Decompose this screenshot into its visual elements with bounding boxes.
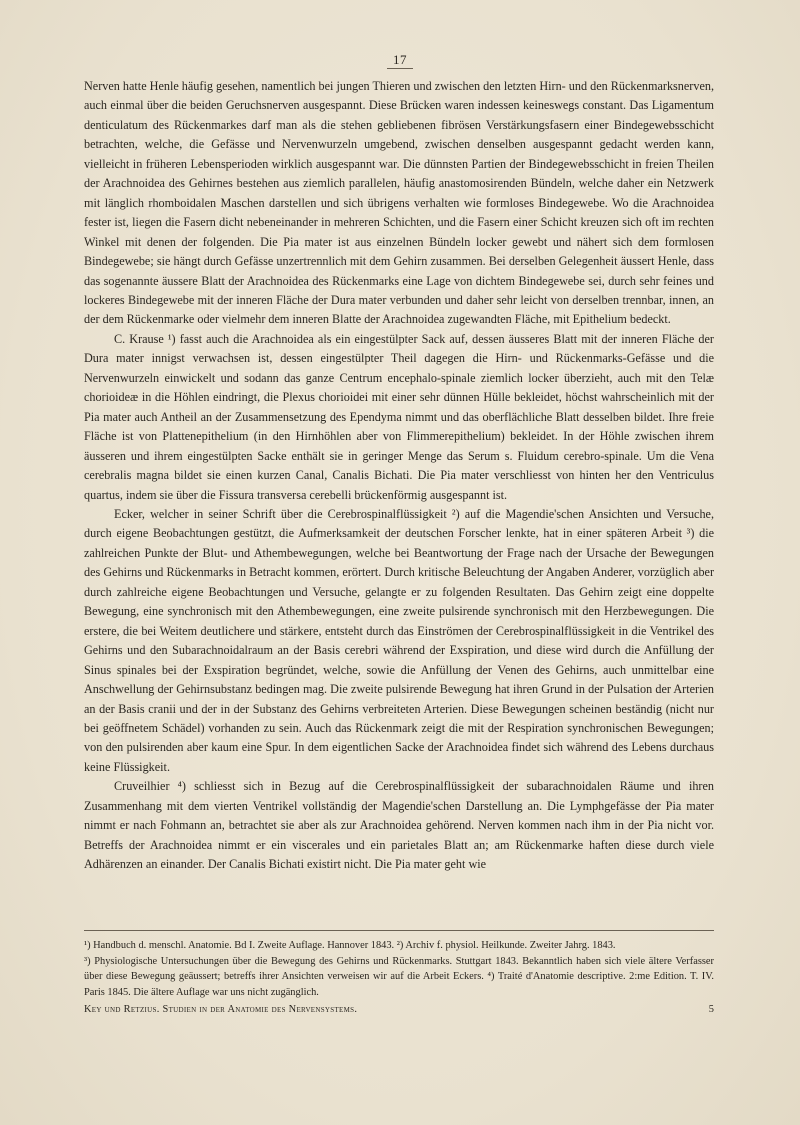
body-text [84,77,714,875]
paragraph-3: Ecker, welcher in seiner Schrift über die Cerebrospinalflüssigkeit ²) auf die Magendie'schen Ansichten und Versuche, durch eigene Beobachtungen gestützt, die Aufmerksamkeit der deutschen Forscher lenkte, hat in einer späteren Arbeit ³) die zahlreichen Punkte der Blut- und Athembewegungen, welche bei Beantwortung der Frage nach der Ursache der Bewegungen des Gehirns und Rückenmarks in Betracht kommen, erörtert. Durch kritische Beleuchtung der Angaben Anderer, vorzüglich aber durch zahlreiche eigene Beobachtungen und Versuche, gelangte er zu folgenden Resultaten. Das Gehirn zeigt eine doppelte Bewegung, eine synchronisch mit den Athembewegungen, eine zweite pulsirende synchronisch mit den Herzbewegungen. Die erstere, die bei Weitem deutlichere und stärkere, entsteht durch das Einströmen der Cerebrospinalflüssigkeit in die Ventrikel des Gehirns und den Subarachnoidalraum an der Basis cerebri während der Exspiration, und diese wird durch die Anfüllung der Sinus spinales bei der Exspiration begründet, welche, sowie die Anfüllung der Venen des Gehirns, auch unmittelbar eine Anschwellung der Gehirnsubstanz bedingen mag. Die zweite pulsirende Bewegung hat ihren Grund in der Pulsation der Arterien an der Basis cranii und der in der Substanz des Gehirns verbreiteten Arterien. Diese Bewegungen scheinen beständig (nicht nur bei geöffnetem Schädel) vorhanden zu sein. Auch das Rückenmark zeigt die mit der Respiration synchronischen Bewegungen; von den pulsirenden aber kaum eine Spur. In dem eigentlichen Sacke der Arachnoidea findet sich während des Lebens durchaus keine Flüssigkeit. [84,506,714,774]
signature-authors: Key und Retzius. Studien in der Anatomie des Nervensystems. [84,1004,358,1015]
footnote-line-2: ³) Physiologische Untersuchungen über die Bewegung des Gehirns und Rückenmarks. Stuttgart 1843. Bekanntlich haben sich viele ältere Verfasser über diese Bewegung geäussert; betreffs ihrer Ansichten verweisen wir auf die Arbeit Eckers. ⁴) Traité d'Anatomie descriptive. 2:me Edition. T. IV. Paris 1845. Die ältere Auflage war uns nicht zugänglich. [84,955,714,998]
page-number: 17 [0,52,800,68]
footnote-divider [84,930,714,931]
paragraph-2: C. Krause ¹) fasst auch die Arachnoidea als ein eingestülpter Sack auf, dessen äusseres Blatt mit der inneren Fläche der Dura mater innigst verwachsen ist, dessen eingestülpter Theil dagegen die Hirn- und Rückenmarks-Gefässe und die Nervenwurzeln einwickelt und sodann das ganze Centrum encephalo-spinale ziemlich locker überzieht, auch mit den Telæ chorioideæ in die Höhlen eindringt, die Plexus chorioidei mit einer sehr dünnen Hülle bekleidet, höchst wahrscheinlich mit der Pia mater auch Antheil an der Zusammensetzung des Ependyma nimmt und das oberflächliche Blatt desselben bildet. Ihre freie Fläche ist von Plattenepithelium (in den Hirnhöhlen aber von Flimmerepithelium) bekleidet. In der Höhle zwischen ihrem äusseren und ihrem eingestülpten Sacke enthält sie in geringer Menge das Serum s. Fluidum cerebro-spinale. Um die Vena cerebralis magna bildet sie einen kurzen Canal, Canalis Bichati. Die Pia mater verschliesst von hinten her den Ventriculus quartus, indem sie über die Fissura transversa cerebelli brückenförmig ausgespannt ist. [84,331,714,502]
footnote-line-1: ¹) Handbuch d. menschl. Anatomie. Bd I. Zweite Auflage. Hannover 1843. ²) Archiv f. physiol. Heilkunde. Zweiter Jahrg. 1843. [84,940,616,951]
signature-mark: 5 [708,1004,714,1015]
footnotes [84,938,714,1000]
signature-line [84,1003,714,1017]
paragraph-4: Cruveilhier ⁴) schliesst sich in Bezug auf die Cerebrospinalflüssigkeit der subarachnoidalen Räume und ihren Zusammenhang mit dem vierten Ventrikel vollständig der Magendie'schen Darstellung an. Die Lymphgefässe der Pia mater nimmt er nach Fohmann an, betrachtet sie aber als zur Arachnoidea gehörend. Nerven kommen nach ihm in der Pia nicht vor. Betreffs der Arachnoidea nimmt er ein viscerales und ein parietales Blatt an; am Rückenmarke haften diese durch viele Adhärenzen an einander. Der Canalis Bichati existirt nicht. Die Pia mater geht wie [84,779,714,872]
paragraph-1: Nerven hatte Henle häufig gesehen, namentlich bei jungen Thieren und zwischen den letzten Hirn- und den Rückenmarksnerven, auch einmal über die beiden Geruchsnerven ausgespannt. Diese Brücken waren indessen keineswegs constant. Das Ligamentum denticulatum des Rückenmarkes darf man als die stehen gebliebenen fibrösen Verstärkungsfasern einer Bindegewebsschicht betrachten, welche, die Gefässe und Nervenwurzeln umgebend, zwischen denselben ausgespannt gedacht werden kann, vielleicht in früheren Lebensperioden wirklich ausgespannt war. Die dünnsten Partien der Bindegewebsschicht in freien Theilen der Arachnoidea des Gehirnes bestehen aus ziemlich parallelen, häufig anastomosirenden Bündeln, welche daher ein Netzwerk mit länglich rhomboidalen Maschen darstellen und sich übrigens verhalten wie formloses Bindegewebe. Wo die Arachnoidea fester ist, liegen die Fasern dicht nebeneinander in mehreren Schichten, und die Fasern einer Schicht kreuzen sich oft im rechten Winkel mit denen der folgenden. Die Pia mater ist aus einzelnen Bündeln locker gewebt und nähert sich dem formlosen Bindegewebe; sie hängt durch Gefässe unzertrennlich mit dem Gehirn zusammen. Bei derselben Gelegenheit äussert Henle, dass das sogenannte äussere Blatt der Arachnoidea des Rückenmarks eine Lage von dichtem Bindegewebe sei, durch sehr feines und lockeres Bindegewebe mit der inneren Fläche der Dura mater verbunden und daher sehr leicht von derselben trennbar, innen, an der dem Rückenmarke oder vielmehr dem inneren Blatte der Arachnoidea zugewandten Fläche, mit Epithelium bedeckt. [84,79,714,327]
